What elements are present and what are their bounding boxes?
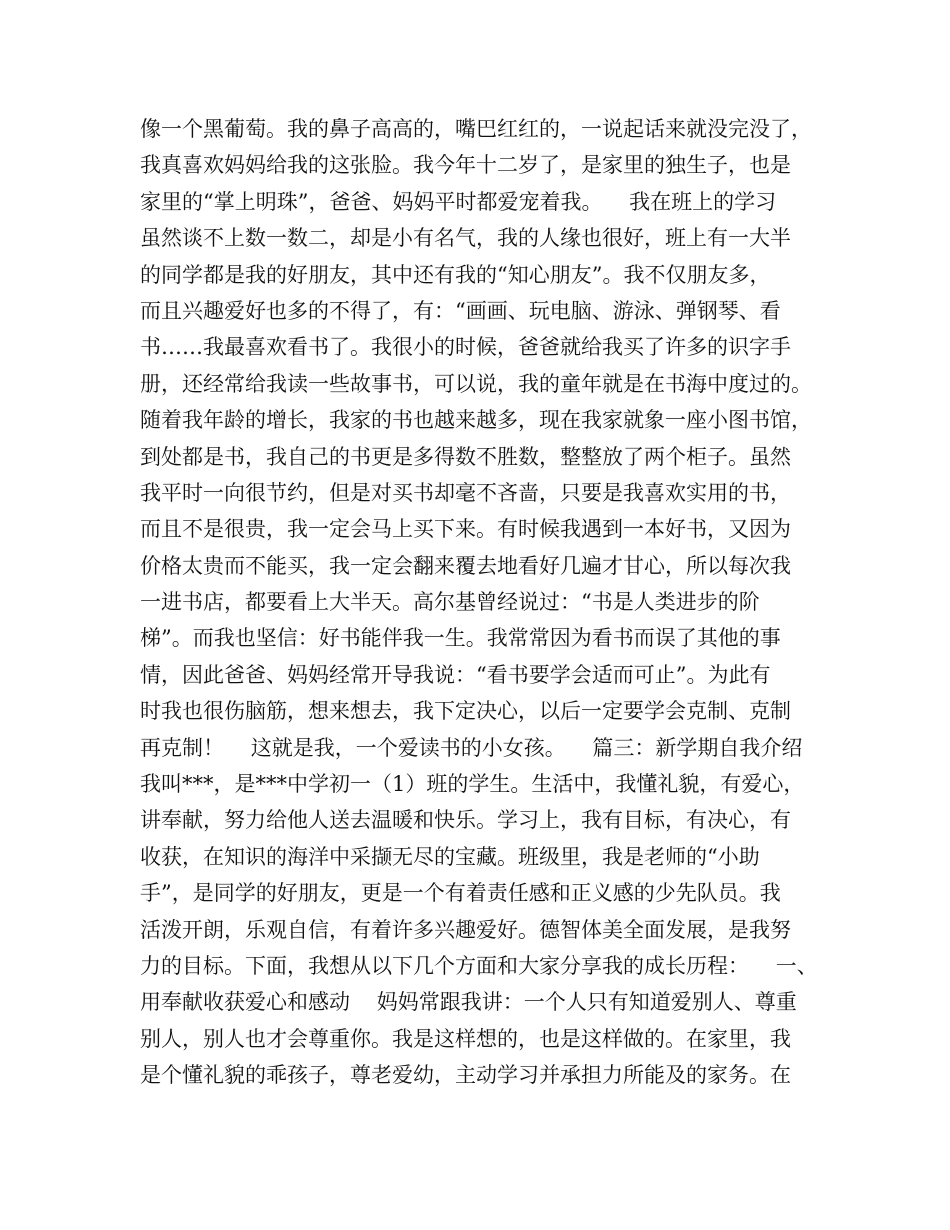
text-line: 价格太贵而不能买，我一定会翻来覆去地看好几遍才甘心，所以每次我 [140,553,791,578]
text-line: 再克制！ 这就是我，一个爱读书的小女孩。 篇三：新学期自我介绍 [140,735,803,760]
text-line: 而且不是很贵，我一定会马上买下来。有时候我遇到一本好书，又因为 [140,517,791,542]
text-line: 的同学都是我的好朋友，其中还有我的“知心朋友”。我不仅朋友多， [140,262,771,287]
text-line: 册，还经常给我读一些故事书，可以说，我的童年就是在书海中度过的。 [140,371,812,396]
body-text [140,111,830,1094]
text-line: 梯”。而我也坚信：好书能伴我一生。我常常因为看书而误了其他的事 [140,626,781,651]
text-line: 像一个黑葡萄。我的鼻子高高的，嘴巴红红的，一说起话来就没完没了， [140,117,812,141]
text-line: 一进书店，都要看上大半天。高尔基曾经说过：“书是人类进步的阶 [140,590,760,615]
text-line: 收获，在知识的海洋中采撷无尽的宝藏。班级里，我是老师的“小助 [140,844,760,869]
text-line: 随着我年龄的增长，我家的书也越来越多，现在我家就象一座小图书馆， [140,408,812,433]
text-line: 我叫***，是***中学初一（1）班的学生。生活中，我懂礼貌，有爱心， [140,772,805,797]
text-line: 力的目标。下面，我想从以下几个方面和大家分享我的成长历程： 一、 [140,953,818,978]
text-line: 书……我最喜欢看书了。我很小的时候，爸爸就给我买了许多的识字手 [140,335,791,360]
text-line: 家里的“掌上明珠”，爸爸、妈妈平时都爱宠着我。 我在班上的学习 [140,189,777,214]
text-line: 到处都是书，我自己的书更是多得数不胜数，整整放了两个柜子。虽然 [140,444,791,469]
text-line: 虽然谈不上数一数二，却是小有名气，我的人缘也很好，班上有一大半 [140,226,791,251]
text-line: 我平时一向很节约，但是对买书却毫不吝啬，只要是我喜欢实用的书， [140,480,791,505]
text-line: 别人，别人也才会尊重你。我是这样想的，也是这样做的。在家里，我 [140,1026,791,1051]
text-line: 而且兴趣爱好也多的不得了，有：“画画、玩电脑、游泳、弹钢琴、看 [140,298,781,323]
text-line: 用奉献收获爱心和感动 妈妈常跟我讲：一个人只有知道爱别人、尊重 [140,990,797,1015]
text-line: 是个懂礼貌的乖孩子，尊老爱幼，主动学习并承担力所能及的家务。在 [140,1063,791,1088]
text-line: 讲奉献，努力给他人送去温暖和快乐。学习上，我有目标，有决心，有 [140,808,791,833]
text-line: 我真喜欢妈妈给我的这张脸。我今年十二岁了，是家里的独生子，也是 [140,153,791,178]
text-line: 时我也很伤脑筋，想来想去，我下定决心，以后一定要学会克制、克制 [140,699,791,724]
text-line: 情，因此爸爸、妈妈经常开导我说：“看书要学会适而可止”。为此有 [140,662,771,687]
text-line: 活泼开朗，乐观自信，有着许多兴趣爱好。德智体美全面发展，是我努 [140,917,791,942]
text-line: 手”，是同学的好朋友，更是一个有着责任感和正义感的少先队员。我 [140,881,781,906]
